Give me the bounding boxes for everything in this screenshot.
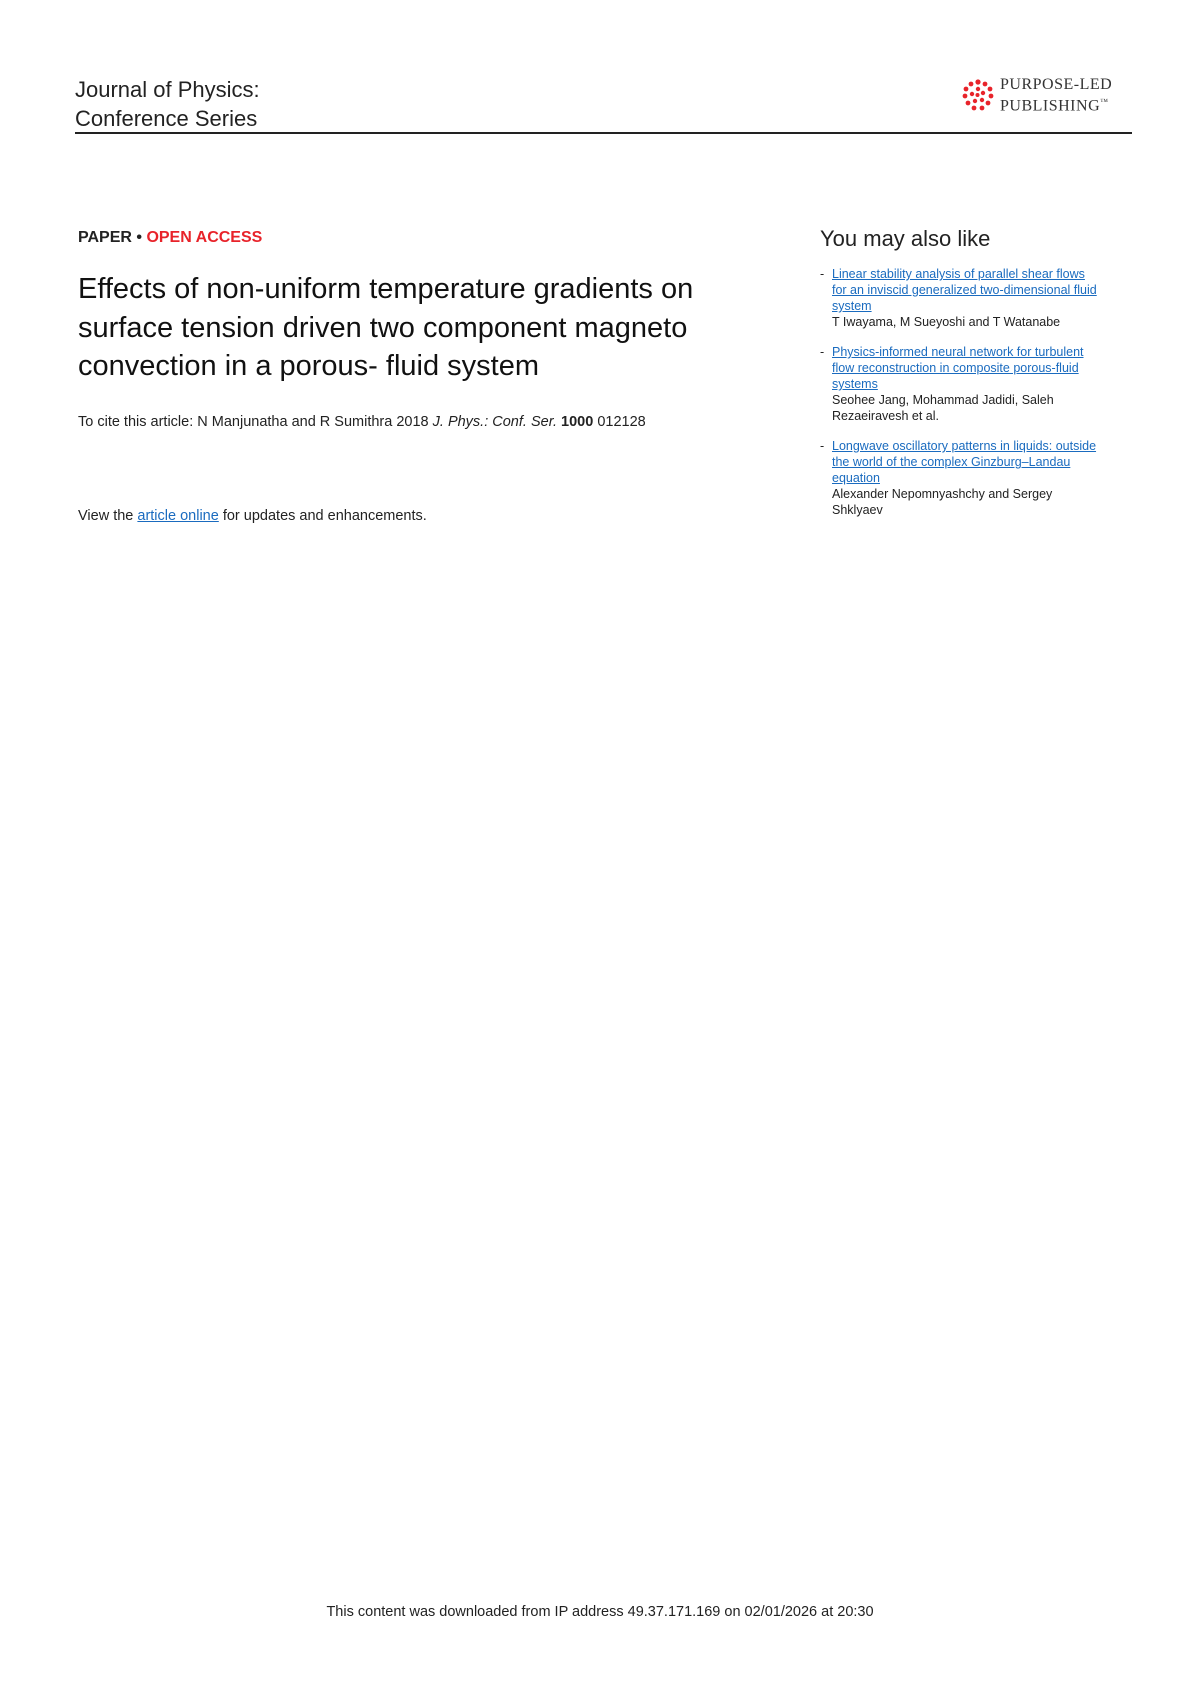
journal-name-line2: Conference Series <box>75 106 258 131</box>
publisher-wordmark <box>1000 76 1112 114</box>
citation-journal: J. Phys.: Conf. Ser. <box>432 414 558 430</box>
citation-prefix: To cite this article: N Manjunatha and R Sumithra 2018 <box>78 414 433 430</box>
related-item <box>820 266 1120 330</box>
related-articles <box>820 226 1120 532</box>
view-online-line <box>78 508 427 524</box>
related-item-link[interactable]: Linear stability analysis of parallel shear flows for an inviscid generalized two-dimensional fluid system <box>832 267 1097 313</box>
related-item-authors: Alexander Nepomnyashchy and Sergey Shklyaev <box>832 487 1053 517</box>
open-access-label: OPEN ACCESS <box>146 229 263 246</box>
list-bullet: - <box>820 345 825 359</box>
download-notice: This content was downloaded from IP address 49.37.171.169 on 02/01/2026 at 20:30 <box>326 1604 874 1620</box>
list-bullet: - <box>820 267 825 281</box>
related-item <box>820 344 1120 424</box>
publisher-logo[interactable] <box>962 76 1112 114</box>
article-online-link[interactable]: article online <box>137 508 219 524</box>
publisher-line2: PUBLISHING <box>1000 97 1101 115</box>
related-item-link[interactable]: Physics-informed neural network for turbulent flow reconstruction in composite porous-fluid systems <box>832 345 1084 391</box>
citation-volume: 1000 <box>561 414 594 430</box>
article-type: PAPER <box>78 229 132 246</box>
publisher-line1: PURPOSE-LED <box>1000 76 1113 93</box>
related-item-authors: Seohee Jang, Mohammad Jadidi, Saleh Rezaeiravesh et al. <box>832 393 1054 423</box>
article-kicker <box>78 229 262 247</box>
view-prefix: View the <box>78 508 138 524</box>
kicker-separator: • <box>131 229 147 246</box>
article-title: Effects of non-uniform temperature gradients on surface tension driven two component magneto convection in a porous- fluid system <box>78 273 694 382</box>
related-heading: You may also like <box>820 226 991 251</box>
related-item-authors: T Iwayama, M Sueyoshi and T Watanabe <box>832 315 1061 329</box>
citation <box>78 414 646 430</box>
view-suffix: for updates and enhancements. <box>218 508 427 524</box>
header-divider <box>75 132 1132 134</box>
list-bullet: - <box>820 439 825 453</box>
citation-article-number: 012128 <box>593 414 646 430</box>
related-item <box>820 438 1120 518</box>
related-item-link[interactable]: Longwave oscillatory patterns in liquids: outside the world of the complex Ginzburg–Landau equation <box>832 439 1097 485</box>
trademark-mark: ™ <box>1100 97 1109 106</box>
publisher-logo-icon <box>962 79 994 111</box>
journal-name-line1: Journal of Physics: <box>75 77 260 102</box>
journal-name <box>75 75 260 133</box>
